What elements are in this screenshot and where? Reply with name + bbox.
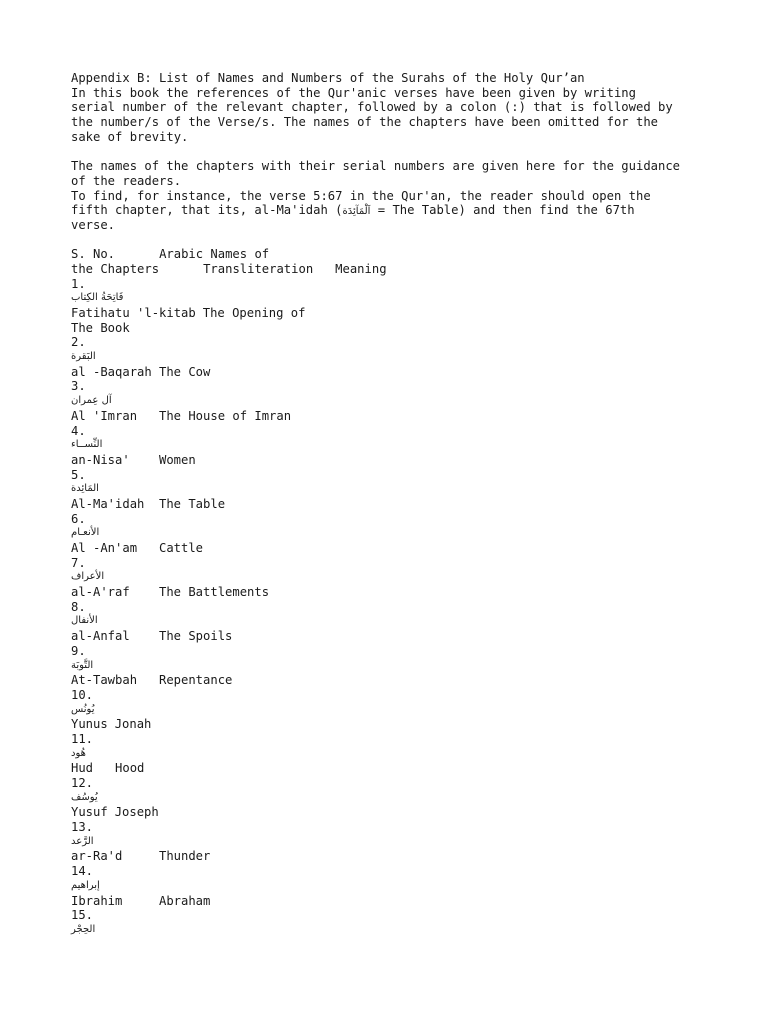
- surah-number: 12.: [71, 776, 94, 790]
- surah-number: 11.: [71, 731, 94, 746]
- surah-arabic-text: الرَّعد: [71, 835, 94, 847]
- surah-transliteration: Hud: [71, 761, 94, 776]
- document-title: Appendix B: List of Names and Numbers of the Surahs of the Holy Qur’an: [71, 71, 585, 85]
- surah-row: [71, 761, 731, 776]
- surah-arabic-text: هُود: [71, 747, 86, 759]
- para2-line-2: of the readers.: [71, 173, 182, 188]
- surah-meaning: The Opening of: [202, 306, 306, 320]
- surah-transliteration: Yusuf: [71, 805, 108, 820]
- surah-meaning: The Spoils: [159, 629, 233, 644]
- surah-arabic-name: [71, 659, 731, 674]
- surah-row: [71, 541, 731, 556]
- surah-meaning: Abraham: [159, 893, 211, 908]
- document-page: [71, 71, 731, 938]
- surah-arabic-name: [71, 614, 731, 629]
- surah-row: [71, 849, 731, 864]
- surah-row: [71, 306, 731, 321]
- surah-number: 14.: [71, 864, 94, 879]
- surah-number: 6.: [71, 511, 86, 526]
- surah-arabic-name: [71, 835, 731, 850]
- surah-arabic-text: النِّســاء: [71, 439, 103, 451]
- surah-meaning: The Cow: [159, 364, 211, 379]
- intro-line-4: sake of brevity.: [71, 129, 189, 144]
- surah-arabic-name: [71, 526, 731, 541]
- surah-meaning: Women: [159, 452, 196, 467]
- header-the-chapters: the Chapters: [71, 261, 160, 276]
- surah-row: [71, 585, 731, 600]
- surah-arabic-text: يُوسُف: [71, 791, 98, 803]
- surah-meaning: Joseph: [114, 805, 159, 820]
- para2-line-3: To find, for instance, the verse 5:67 in the Qur'an, the reader should open the: [71, 188, 651, 203]
- surah-transliteration: At-Tawbah: [71, 673, 138, 688]
- surah-transliteration: Yunus: [71, 717, 108, 732]
- surah-transliteration: ar-Ra'd: [71, 849, 123, 864]
- surah-transliteration: Al 'Imran: [71, 408, 138, 423]
- surah-arabic-name: [71, 570, 731, 585]
- surah-transliteration: al-A'raf: [71, 585, 130, 600]
- surah-transliteration: Fatihatu 'l-kitab: [71, 306, 196, 320]
- surah-meaning: Jonah: [114, 717, 152, 732]
- surah-transliteration: Al -An'am: [71, 541, 138, 555]
- surah-row: [71, 894, 731, 909]
- surah-number: 1.: [71, 276, 86, 291]
- surah-row: [71, 409, 731, 424]
- surah-number: 10.: [71, 687, 94, 702]
- surah-row: [71, 717, 731, 732]
- surah-arabic-name: [71, 703, 731, 718]
- surah-arabic-text: آل عِمران: [71, 395, 112, 407]
- table-header-line-2: [71, 262, 731, 277]
- surah-meaning: Thunder: [159, 849, 211, 864]
- surah-number: 2.: [71, 335, 86, 350]
- surah-row: [71, 629, 731, 644]
- header-serial-number: S. No.: [71, 247, 116, 262]
- para2-line-4-arabic: اَلْمَآئِدَة: [342, 206, 371, 218]
- surah-arabic-text: فَاتِحَةُ الكِتاب: [71, 292, 124, 304]
- intro-line-1: In this book the references of the Qur'anic verses have been given by writing: [71, 85, 636, 100]
- surah-number: 7.: [71, 555, 86, 570]
- surah-arabic-name: [71, 394, 731, 409]
- surah-row: [71, 365, 731, 380]
- header-arabic-names: Arabic Names of: [159, 247, 270, 262]
- surah-transliteration: Ibrahim: [71, 893, 123, 908]
- surah-row: [71, 497, 731, 512]
- surah-meaning: Hood: [115, 761, 145, 776]
- para2-line-5: verse.: [71, 217, 116, 232]
- surah-transliteration: Al-Ma'idah: [71, 496, 145, 511]
- surah-transliteration: an-Nisa': [71, 452, 130, 467]
- surah-transliteration: al-Anfal: [71, 629, 130, 644]
- surah-meaning: The House of Imran: [159, 408, 292, 423]
- surah-number: 3.: [71, 379, 86, 394]
- header-meaning: Meaning: [335, 261, 387, 276]
- surah-row: [71, 453, 731, 468]
- surah-number: 15.: [71, 908, 94, 923]
- surah-meaning-continued: The Book: [71, 320, 130, 335]
- surah-arabic-name: [71, 791, 731, 806]
- surah-arabic-name: [71, 879, 731, 894]
- surah-arabic-text: البَقرة: [71, 351, 96, 363]
- surah-number: 4.: [71, 423, 86, 438]
- surah-arabic-name: [71, 923, 731, 938]
- surah-row: [71, 805, 731, 820]
- header-transliteration: Transliteration: [203, 261, 314, 276]
- spacer: [71, 144, 731, 159]
- surah-arabic-text: الأنفال: [71, 615, 98, 627]
- surah-meaning: The Table: [159, 496, 226, 511]
- para2-line-4-after: = The Table) and then find the 67th: [370, 203, 635, 218]
- table-header-line-1: [71, 247, 731, 262]
- surah-arabic-text: المَائِدة: [71, 483, 99, 495]
- para2-line-1: The names of the chapters with their serial numbers are given here for the guidance: [71, 159, 681, 174]
- surah-arabic-name: [71, 350, 731, 365]
- surah-number: 5.: [71, 467, 86, 482]
- surah-meaning: Cattle: [159, 541, 204, 555]
- surah-arabic-name: [71, 291, 731, 306]
- surah-arabic-text: الحِجْر: [71, 923, 96, 935]
- surah-list: [71, 277, 731, 938]
- spacer: [71, 233, 731, 248]
- surah-arabic-name: [71, 482, 731, 497]
- surah-meaning: Repentance: [159, 673, 233, 688]
- para2-line-4-before: fifth chapter, that its, al-Ma'idah (: [71, 203, 343, 218]
- para2-line-4: [71, 203, 731, 218]
- surah-meaning: The Battlements: [159, 585, 270, 600]
- surah-arabic-text: التَّوبَة: [71, 659, 94, 671]
- intro-line-3: the number/s of the Verse/s. The names of the chapters have been omitted for the: [71, 115, 658, 130]
- surah-arabic-name: [71, 438, 731, 453]
- surah-row: [71, 673, 731, 688]
- surah-number: 13.: [71, 820, 94, 835]
- surah-arabic-text: يُونُس: [71, 703, 95, 715]
- surah-arabic-text: الأنعـام: [71, 527, 100, 539]
- surah-arabic-name: [71, 747, 731, 762]
- surah-arabic-text: الأعراف: [71, 571, 105, 583]
- surah-number: 9.: [71, 643, 86, 658]
- intro-line-2: serial number of the relevant chapter, followed by a colon (:) that is followed by: [71, 100, 673, 115]
- surah-transliteration: al -Baqarah: [71, 364, 152, 379]
- surah-number: 8.: [71, 599, 86, 614]
- surah-arabic-text: إبراهيم: [71, 879, 100, 891]
